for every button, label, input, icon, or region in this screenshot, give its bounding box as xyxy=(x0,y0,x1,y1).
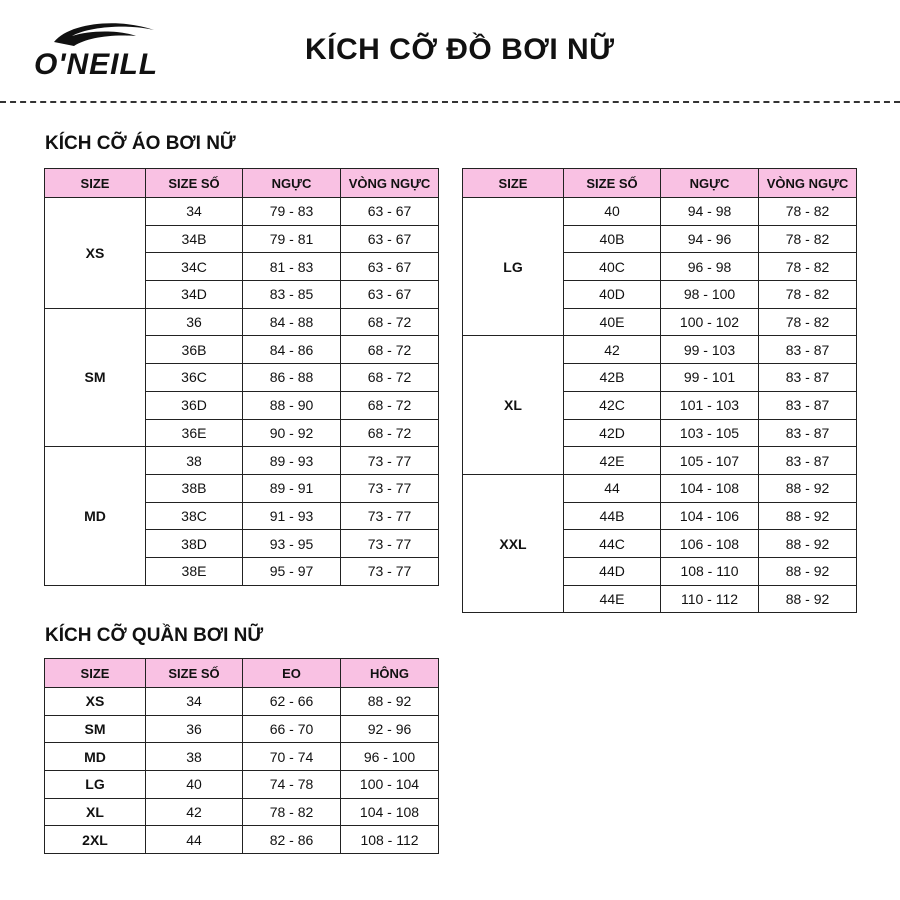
chest-cell: 89 - 93 xyxy=(243,447,341,475)
size-label: 2XL xyxy=(45,826,146,854)
size-number-cell: 42E xyxy=(564,447,661,475)
size-number-cell: 34B xyxy=(146,225,243,253)
size-number-cell: 38D xyxy=(146,530,243,558)
size-number-cell: 44 xyxy=(146,826,243,854)
underbust-cell: 88 - 92 xyxy=(759,585,857,613)
underbust-cell: 73 - 77 xyxy=(341,557,439,585)
table-row xyxy=(463,474,857,502)
size-label: MD xyxy=(45,743,146,771)
chest-cell: 95 - 97 xyxy=(243,557,341,585)
underbust-cell: 83 - 87 xyxy=(759,364,857,392)
size-label: SM xyxy=(45,715,146,743)
header-hip: HÔNG xyxy=(341,659,439,688)
top-size-table-left xyxy=(44,168,439,586)
size-number-cell: 36 xyxy=(146,308,243,336)
size-number-cell: 44C xyxy=(564,530,661,558)
table-row xyxy=(463,336,857,364)
size-number-cell: 42C xyxy=(564,391,661,419)
chest-cell: 83 - 85 xyxy=(243,281,341,309)
underbust-cell: 88 - 92 xyxy=(759,530,857,558)
page-title: KÍCH CỠ ĐỒ BƠI NỮ xyxy=(305,33,615,66)
underbust-cell: 78 - 82 xyxy=(759,281,857,309)
underbust-cell: 83 - 87 xyxy=(759,419,857,447)
size-number-cell: 34 xyxy=(146,198,243,226)
table-row xyxy=(463,198,857,226)
table-row xyxy=(45,447,439,475)
underbust-cell: 88 - 92 xyxy=(759,502,857,530)
size-number-cell: 40E xyxy=(564,308,661,336)
size-number-cell: 44D xyxy=(564,557,661,585)
underbust-cell: 68 - 72 xyxy=(341,419,439,447)
hip-cell: 104 - 108 xyxy=(341,798,439,826)
underbust-cell: 68 - 72 xyxy=(341,364,439,392)
top-section-title: KÍCH CỠ ÁO BƠI NỮ xyxy=(45,133,236,154)
size-number-cell: 34D xyxy=(146,281,243,309)
size-number-cell: 42B xyxy=(564,364,661,392)
size-label: XXL xyxy=(463,474,564,612)
chest-cell: 93 - 95 xyxy=(243,530,341,558)
size-number-cell: 44E xyxy=(564,585,661,613)
size-number-cell: 38 xyxy=(146,447,243,475)
chest-cell: 108 - 110 xyxy=(661,557,759,585)
chest-cell: 104 - 108 xyxy=(661,474,759,502)
underbust-cell: 88 - 92 xyxy=(759,557,857,585)
header-chest: NGỰC xyxy=(243,169,341,198)
table-row xyxy=(45,743,439,771)
table-row xyxy=(45,198,439,226)
bottom-size-table xyxy=(44,658,439,854)
chest-cell: 91 - 93 xyxy=(243,502,341,530)
underbust-cell: 63 - 67 xyxy=(341,253,439,281)
underbust-cell: 78 - 82 xyxy=(759,198,857,226)
size-number-cell: 38E xyxy=(146,557,243,585)
hip-cell: 92 - 96 xyxy=(341,715,439,743)
underbust-cell: 73 - 77 xyxy=(341,502,439,530)
waist-cell: 78 - 82 xyxy=(243,798,341,826)
size-number-cell: 36D xyxy=(146,391,243,419)
chest-cell: 94 - 96 xyxy=(661,225,759,253)
size-label: SM xyxy=(45,308,146,446)
size-label: XS xyxy=(45,198,146,309)
size-label: LG xyxy=(45,771,146,799)
size-number-cell: 42 xyxy=(146,798,243,826)
underbust-cell: 63 - 67 xyxy=(341,198,439,226)
underbust-cell: 63 - 67 xyxy=(341,225,439,253)
header-size-number: SIZE SỐ xyxy=(146,169,243,198)
size-label: XS xyxy=(45,688,146,716)
bottom-section-title: KÍCH CỠ QUẦN BƠI NỮ xyxy=(45,625,264,646)
size-number-cell: 40B xyxy=(564,225,661,253)
chest-cell: 86 - 88 xyxy=(243,364,341,392)
waist-cell: 70 - 74 xyxy=(243,743,341,771)
underbust-cell: 78 - 82 xyxy=(759,253,857,281)
table-row xyxy=(45,771,439,799)
chest-cell: 100 - 102 xyxy=(661,308,759,336)
chest-cell: 99 - 101 xyxy=(661,364,759,392)
size-number-cell: 40D xyxy=(564,281,661,309)
chest-cell: 84 - 86 xyxy=(243,336,341,364)
chest-cell: 89 - 91 xyxy=(243,474,341,502)
chest-cell: 81 - 83 xyxy=(243,253,341,281)
chest-cell: 79 - 83 xyxy=(243,198,341,226)
size-number-cell: 40 xyxy=(564,198,661,226)
brand-wordmark: O'NEILL xyxy=(34,48,159,81)
underbust-cell: 88 - 92 xyxy=(759,474,857,502)
chest-cell: 106 - 108 xyxy=(661,530,759,558)
waist-cell: 66 - 70 xyxy=(243,715,341,743)
size-number-cell: 36C xyxy=(146,364,243,392)
size-number-cell: 38 xyxy=(146,743,243,771)
chest-cell: 84 - 88 xyxy=(243,308,341,336)
chest-cell: 101 - 103 xyxy=(661,391,759,419)
size-number-cell: 40C xyxy=(564,253,661,281)
wave-logo-icon xyxy=(50,20,160,50)
underbust-cell: 68 - 72 xyxy=(341,391,439,419)
size-number-cell: 34 xyxy=(146,688,243,716)
size-label: XL xyxy=(463,336,564,474)
chest-cell: 79 - 81 xyxy=(243,225,341,253)
size-number-cell: 44 xyxy=(564,474,661,502)
header-waist: EO xyxy=(243,659,341,688)
size-label: MD xyxy=(45,447,146,585)
chest-cell: 96 - 98 xyxy=(661,253,759,281)
size-number-cell: 38C xyxy=(146,502,243,530)
table-row xyxy=(45,826,439,854)
header-chest: NGỰC xyxy=(661,169,759,198)
header-underbust: VÒNG NGỰC xyxy=(759,169,857,198)
underbust-cell: 63 - 67 xyxy=(341,281,439,309)
underbust-cell: 78 - 82 xyxy=(759,308,857,336)
underbust-cell: 68 - 72 xyxy=(341,336,439,364)
size-number-cell: 44B xyxy=(564,502,661,530)
size-number-cell: 34C xyxy=(146,253,243,281)
underbust-cell: 83 - 87 xyxy=(759,336,857,364)
underbust-cell: 68 - 72 xyxy=(341,308,439,336)
table-row xyxy=(45,798,439,826)
header-size: SIZE xyxy=(463,169,564,198)
chest-cell: 99 - 103 xyxy=(661,336,759,364)
size-label: XL xyxy=(45,798,146,826)
top-size-table-right xyxy=(462,168,857,613)
table-row xyxy=(45,688,439,716)
header-size: SIZE xyxy=(45,169,146,198)
size-number-cell: 36 xyxy=(146,715,243,743)
chest-cell: 110 - 112 xyxy=(661,585,759,613)
size-number-cell: 42D xyxy=(564,419,661,447)
size-number-cell: 40 xyxy=(146,771,243,799)
table-row xyxy=(45,715,439,743)
size-number-cell: 38B xyxy=(146,474,243,502)
waist-cell: 62 - 66 xyxy=(243,688,341,716)
size-label: LG xyxy=(463,198,564,336)
size-number-cell: 42 xyxy=(564,336,661,364)
header-size-number: SIZE SỐ xyxy=(146,659,243,688)
table-row xyxy=(45,308,439,336)
underbust-cell: 83 - 87 xyxy=(759,391,857,419)
brand-logo xyxy=(30,20,180,81)
waist-cell: 74 - 78 xyxy=(243,771,341,799)
underbust-cell: 73 - 77 xyxy=(341,530,439,558)
chest-cell: 88 - 90 xyxy=(243,391,341,419)
underbust-cell: 83 - 87 xyxy=(759,447,857,475)
chest-cell: 94 - 98 xyxy=(661,198,759,226)
chest-cell: 105 - 107 xyxy=(661,447,759,475)
underbust-cell: 73 - 77 xyxy=(341,447,439,475)
underbust-cell: 78 - 82 xyxy=(759,225,857,253)
hip-cell: 96 - 100 xyxy=(341,743,439,771)
header-underbust: VÒNG NGỰC xyxy=(341,169,439,198)
underbust-cell: 73 - 77 xyxy=(341,474,439,502)
size-number-cell: 36B xyxy=(146,336,243,364)
header-size-number: SIZE SỐ xyxy=(564,169,661,198)
chest-cell: 104 - 106 xyxy=(661,502,759,530)
hip-cell: 108 - 112 xyxy=(341,826,439,854)
header-size: SIZE xyxy=(45,659,146,688)
hip-cell: 100 - 104 xyxy=(341,771,439,799)
hip-cell: 88 - 92 xyxy=(341,688,439,716)
chest-cell: 103 - 105 xyxy=(661,419,759,447)
waist-cell: 82 - 86 xyxy=(243,826,341,854)
size-number-cell: 36E xyxy=(146,419,243,447)
chest-cell: 98 - 100 xyxy=(661,281,759,309)
dashed-divider xyxy=(0,101,900,103)
chest-cell: 90 - 92 xyxy=(243,419,341,447)
